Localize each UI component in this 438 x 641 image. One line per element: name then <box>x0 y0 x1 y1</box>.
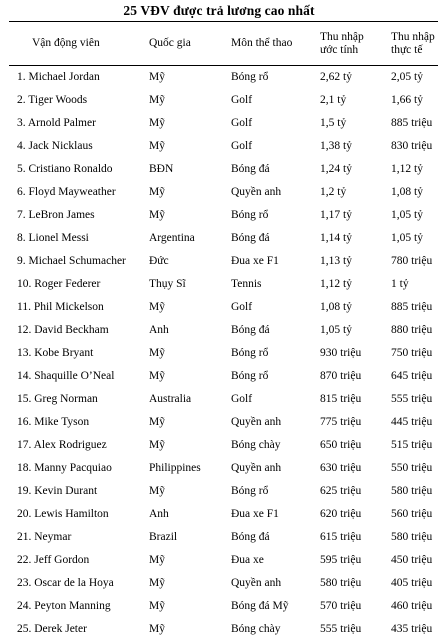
country-cell: Mỹ <box>149 439 165 451</box>
column-header-actual-income <box>391 22 438 66</box>
estimated-income-cell: 1,2 tỷ <box>320 186 347 198</box>
salary-table <box>9 21 438 641</box>
table-row <box>9 273 438 296</box>
estimated-income-cell: 930 triệu <box>320 347 362 359</box>
athlete-name-cell: 21. Neymar <box>17 531 72 543</box>
sport-cell: Bóng đá <box>231 163 270 175</box>
athlete-name-cell: 10. Roger Federer <box>17 278 101 290</box>
sport-cell: Đua xe <box>231 554 264 566</box>
athlete-name-cell: 7. LeBron James <box>17 209 95 221</box>
athlete-name-cell: 17. Alex Rodriguez <box>17 439 107 451</box>
table-row <box>9 181 438 204</box>
sport-cell: Bóng rổ <box>231 71 269 84</box>
athlete-name-cell: 14. Shaquille O’Neal <box>17 370 115 382</box>
table-row <box>9 319 438 342</box>
actual-income-cell: 885 triệu <box>391 117 433 129</box>
athlete-name-cell: 13. Kobe Bryant <box>17 347 94 359</box>
athlete-name-cell: 20. Lewis Hamilton <box>17 508 109 520</box>
athlete-name-cell: 2. Tiger Woods <box>17 94 88 106</box>
table-row <box>9 549 438 572</box>
athlete-name-cell: 12. David Beckham <box>17 324 109 336</box>
country-cell: Thụy Sĩ <box>149 278 186 290</box>
country-cell: Anh <box>149 508 169 520</box>
country-cell: Mỹ <box>149 600 165 612</box>
athlete-name-cell: 4. Jack Nicklaus <box>17 140 93 152</box>
actual-income-cell: 450 triệu <box>391 554 433 566</box>
sport-cell: Đua xe F1 <box>231 255 279 267</box>
sport-cell: Quyền anh <box>231 577 282 589</box>
table-row <box>9 89 438 112</box>
country-cell: Mỹ <box>149 623 165 635</box>
column-header-actual-line1: Thu nhập <box>391 30 435 43</box>
sport-cell: Quyền anh <box>231 416 282 428</box>
country-cell: BĐN <box>149 163 174 175</box>
estimated-income-cell: 2,62 tỷ <box>320 71 352 84</box>
sport-cell: Đua xe F1 <box>231 508 279 520</box>
estimated-income-cell: 870 triệu <box>320 370 362 382</box>
estimated-income-cell: 630 triệu <box>320 462 362 474</box>
table-row <box>9 480 438 503</box>
actual-income-cell: 780 triệu <box>391 255 433 267</box>
sport-cell: Bóng rổ <box>231 209 269 221</box>
country-cell: Argentina <box>149 232 195 244</box>
table-row <box>9 572 438 595</box>
actual-income-cell: 1,05 tỷ <box>391 232 423 244</box>
estimated-income-cell: 1,05 tỷ <box>320 324 352 336</box>
table-header <box>9 22 438 66</box>
actual-income-cell: 830 triệu <box>391 140 433 152</box>
estimated-income-cell: 615 triệu <box>320 531 362 543</box>
athlete-name-cell: 3. Arnold Palmer <box>17 117 96 129</box>
estimated-income-cell: 620 triệu <box>320 508 362 520</box>
table-row <box>9 135 438 158</box>
column-header-athlete: Vận động viên <box>9 22 149 66</box>
sport-cell: Bóng chày <box>231 623 281 635</box>
athlete-name-cell: 24. Peyton Manning <box>17 600 111 612</box>
country-cell: Mỹ <box>149 117 165 129</box>
table-row <box>9 503 438 526</box>
actual-income-cell: 1,05 tỷ <box>391 209 423 221</box>
sport-cell: Golf <box>231 117 253 129</box>
estimated-income-cell: 815 triệu <box>320 393 362 405</box>
actual-income-cell: 580 triệu <box>391 531 433 543</box>
table-row <box>9 158 438 181</box>
athlete-name-cell: 8. Lionel Messi <box>17 232 89 244</box>
actual-income-cell: 880 triệu <box>391 324 433 336</box>
column-header-estimated-line1: Thu nhập <box>320 30 364 43</box>
column-header-country: Quốc gia <box>149 22 231 66</box>
estimated-income-cell: 1,5 tỷ <box>320 117 347 129</box>
athlete-name-cell: 9. Michael Schumacher <box>17 255 126 267</box>
country-cell: Philippines <box>149 462 201 474</box>
athlete-name-cell: 18. Manny Pacquiao <box>17 462 112 474</box>
athlete-name-cell: 16. Mike Tyson <box>17 416 90 428</box>
actual-income-cell: 1,66 tỷ <box>391 94 423 106</box>
sport-cell: Bóng rổ <box>231 485 269 497</box>
country-cell: Mỹ <box>149 485 165 497</box>
sport-cell: Bóng đá Mỹ <box>231 600 289 612</box>
sport-cell: Bóng rổ <box>231 347 269 359</box>
actual-income-cell: 555 triệu <box>391 393 433 405</box>
country-cell: Mỹ <box>149 140 165 152</box>
actual-income-cell: 750 triệu <box>391 347 433 359</box>
actual-income-cell: 1 tỷ <box>391 278 409 290</box>
table-row <box>9 66 438 89</box>
athlete-name-cell: 19. Kevin Durant <box>17 485 98 497</box>
sport-cell: Golf <box>231 301 253 313</box>
table-row <box>9 618 438 641</box>
athlete-name-cell: 25. Derek Jeter <box>17 623 87 635</box>
table-row <box>9 457 438 480</box>
country-cell: Mỹ <box>149 94 165 106</box>
table-row <box>9 204 438 227</box>
country-cell: Australia <box>149 393 192 405</box>
country-cell: Mỹ <box>149 71 165 84</box>
estimated-income-cell: 1,12 tỷ <box>320 278 352 290</box>
actual-income-cell: 885 triệu <box>391 301 433 313</box>
actual-income-cell: 460 triệu <box>391 600 433 612</box>
sport-cell: Bóng đá <box>231 232 270 244</box>
estimated-income-cell: 570 triệu <box>320 600 362 612</box>
actual-income-cell: 645 triệu <box>391 370 433 382</box>
sport-cell: Tennis <box>231 278 262 290</box>
estimated-income-cell: 595 triệu <box>320 554 362 566</box>
athlete-name-cell: 6. Floyd Mayweather <box>17 186 116 198</box>
country-cell: Mỹ <box>149 186 165 198</box>
country-cell: Mỹ <box>149 416 165 428</box>
country-cell: Mỹ <box>149 577 165 589</box>
estimated-income-cell: 580 triệu <box>320 577 362 589</box>
estimated-income-cell: 1,38 tỷ <box>320 140 352 152</box>
athlete-name-cell: 23. Oscar de la Hoya <box>17 577 114 589</box>
actual-income-cell: 445 triệu <box>391 416 433 428</box>
table-row <box>9 365 438 388</box>
table-row <box>9 342 438 365</box>
country-cell: Brazil <box>149 531 178 543</box>
table-row <box>9 250 438 273</box>
table-row <box>9 526 438 549</box>
table-row <box>9 411 438 434</box>
sport-cell: Golf <box>231 94 253 106</box>
country-cell: Mỹ <box>149 347 165 359</box>
actual-income-cell: 550 triệu <box>391 462 433 474</box>
sport-cell: Bóng rổ <box>231 370 269 382</box>
sport-cell: Bóng chày <box>231 439 281 451</box>
table-row <box>9 388 438 411</box>
actual-income-cell: 580 triệu <box>391 485 433 497</box>
estimated-income-cell: 775 triệu <box>320 416 362 428</box>
actual-income-cell: 515 triệu <box>391 439 433 451</box>
country-cell: Mỹ <box>149 209 165 221</box>
athlete-name-cell: 1. Michael Jordan <box>17 71 100 84</box>
country-cell: Mỹ <box>149 370 165 382</box>
column-header-estimated-income <box>320 22 391 66</box>
sport-cell: Golf <box>231 140 253 152</box>
estimated-income-cell: 1,24 tỷ <box>320 163 352 175</box>
athlete-name-cell: 11. Phil Mickelson <box>17 301 104 313</box>
actual-income-cell: 1,12 tỷ <box>391 163 423 175</box>
column-header-estimated-line2: ước tính <box>320 43 359 56</box>
estimated-income-cell: 1,08 tỷ <box>320 301 352 313</box>
actual-income-cell: 2,05 tỷ <box>391 71 423 84</box>
table-title: 25 VĐV được trả lương cao nhất <box>123 3 315 18</box>
actual-income-cell: 435 triệu <box>391 623 433 635</box>
estimated-income-cell: 625 triệu <box>320 485 362 497</box>
table-row <box>9 112 438 135</box>
estimated-income-cell: 555 triệu <box>320 623 362 635</box>
table-row <box>9 595 438 618</box>
table-body <box>9 66 438 641</box>
country-cell: Anh <box>149 324 169 336</box>
country-cell: Đức <box>149 255 169 267</box>
table-row <box>9 434 438 457</box>
estimated-income-cell: 1,14 tỷ <box>320 232 352 244</box>
table-row <box>9 296 438 319</box>
sport-cell: Quyền anh <box>231 186 282 198</box>
estimated-income-cell: 2,1 tỷ <box>320 94 347 106</box>
actual-income-cell: 405 triệu <box>391 577 433 589</box>
country-cell: Mỹ <box>149 301 165 313</box>
estimated-income-cell: 1,13 tỷ <box>320 255 352 267</box>
athlete-name-cell: 5. Cristiano Ronaldo <box>17 163 113 175</box>
sport-cell: Bóng đá <box>231 531 270 543</box>
actual-income-cell: 1,08 tỷ <box>391 186 423 198</box>
athlete-name-cell: 22. Jeff Gordon <box>17 554 90 566</box>
header-row <box>9 22 438 66</box>
sport-cell: Bóng đá <box>231 324 270 336</box>
sport-cell: Golf <box>231 393 253 405</box>
sport-cell: Quyền anh <box>231 462 282 474</box>
actual-income-cell: 560 triệu <box>391 508 433 520</box>
column-header-sport: Môn thể thao <box>231 22 320 66</box>
table-row <box>9 227 438 250</box>
country-cell: Mỹ <box>149 554 165 566</box>
estimated-income-cell: 1,17 tỷ <box>320 209 352 221</box>
estimated-income-cell: 650 triệu <box>320 439 362 451</box>
column-header-actual-line2: thực tế <box>391 43 423 56</box>
athlete-name-cell: 15. Greg Norman <box>17 393 98 405</box>
